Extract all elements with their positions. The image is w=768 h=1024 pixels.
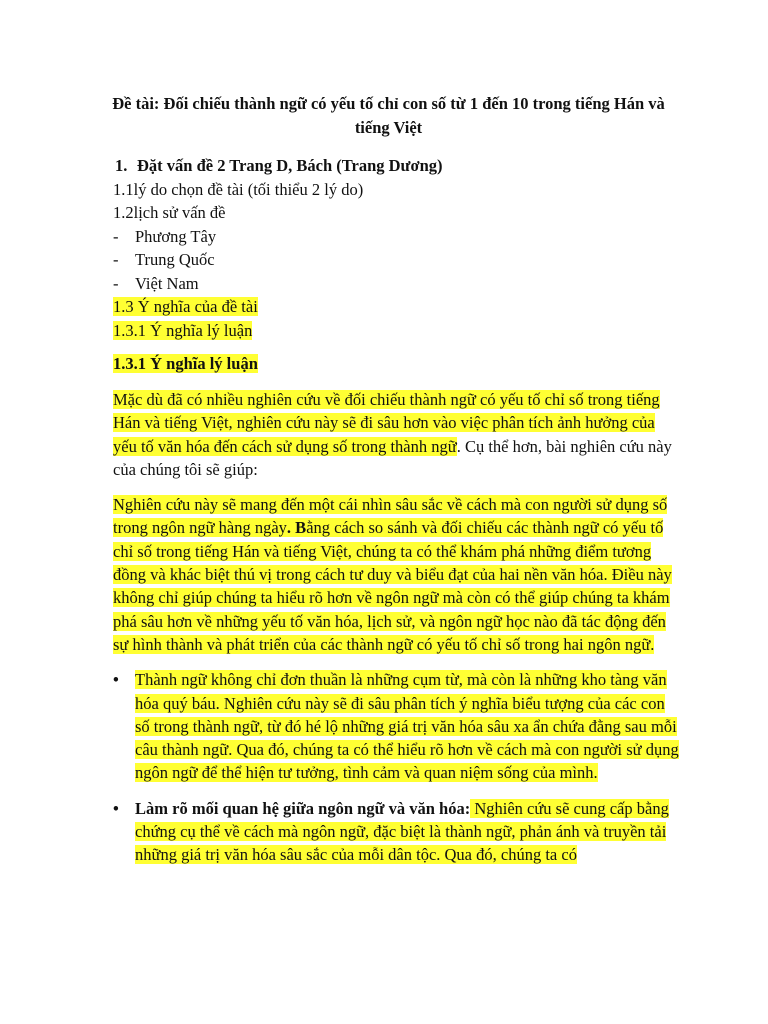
outline-1-1: 1.1lý do chọn đề tài (tối thiểu 2 lý do) [113, 179, 364, 199]
highlighted-text: Thành ngữ không chỉ đơn thuần là những cụm từ, mà còn là những kho tàng văn hóa quý báu. Nghiên cứu này sẽ đi sâu phân tích ý nghĩa biểu tượng của các con số trong thành ngữ, từ đó hé lộ những giá trị văn hóa sâu xa ẩn chứa đằng sau mỗi câu thành ngữ. Qua đó, chúng ta có thể hiểu rõ hơn về cách mà con người sử dụng ngôn ngữ để thể hiện tư tưởng, tình cảm và quan niệm sống của mình. [135, 670, 679, 783]
highlighted-text: ằng cách so sánh và đối chiếu các thành ngữ có yếu tố chỉ số trong tiếng Hán và tiếng Việt, chúng ta có thể khám phá những điểm tương đồng và khác biệt thú vị trong cách tư duy và biểu đạt của hai nền văn hóa. Điều này không chỉ giúp chúng ta hiểu rõ hơn về ngôn ngữ mà còn có thể giúp chúng ta khám phá sâu hơn về những yếu tố văn hóa, lịch sử, và ngôn ngữ học nào đã tác động đến sự hình thành và phát triển của các thành ngữ có yếu tố chỉ số trong hai ngôn ngữ. [113, 518, 672, 654]
outline-1-3-1 [113, 319, 682, 343]
plain-text: . Cụ thể hơn, bài nghiên cứu này của chúng tôi sẽ giúp: [113, 436, 672, 479]
list-item [113, 797, 682, 867]
paragraph-intro [113, 388, 682, 481]
highlighted-text: Nghiên cứu sẽ cung cấp bằng chứng cụ thể về cách mà ngôn ngữ, đặc biệt là thành ngữ, phản ánh và truyền tải những giá trị văn hóa sâu sắc của mỗi dân tộc. Qua đó, chúng ta có [135, 798, 669, 865]
dash-item-china [113, 248, 682, 272]
highlighted-text: 1.3 Ý nghĩa của đề tài [113, 297, 258, 316]
outline-1-3 [113, 295, 682, 319]
dash-item-text: Trung Quốc [135, 250, 215, 269]
outline-1-2: 1.2lịch sử vấn đề [113, 203, 226, 222]
bold-text: . B [286, 518, 307, 538]
dash-item-west [113, 225, 682, 249]
heading-1 [113, 154, 682, 178]
dash-item-text: Việt Nam [135, 273, 199, 293]
dash-marker: - [113, 273, 119, 293]
highlighted-heading: 1.3.1 Ý nghĩa lý luận [113, 354, 258, 373]
dash-marker: - [113, 250, 119, 269]
paragraph-main [113, 493, 682, 656]
list-item [113, 668, 682, 784]
dash-marker: - [113, 226, 119, 246]
highlighted-bold-text [287, 518, 306, 537]
dash-item-text: Phương Tây [135, 226, 217, 246]
heading-1-number: 1. [115, 156, 128, 175]
bold-text: Làm rõ mối quan hệ giữa ngôn ngữ và văn hóa: [135, 798, 471, 818]
document-title: Đề tài: Đối chiếu thành ngữ có yếu tố chỉ con số từ 1 đến 10 trong tiếng Hán và tiếng Việt [112, 94, 665, 137]
dash-item-vietnam [113, 272, 682, 296]
highlighted-text: 1.3.1 Ý nghĩa lý luận [113, 320, 253, 340]
highlighted-text: Nghiên cứu này sẽ mang đến một cái nhìn sâu sắc về cách mà con người sử dụng số trong ngôn ngữ hàng ngày [113, 495, 668, 538]
section-heading [113, 352, 682, 376]
bullet-icon: • [113, 670, 119, 690]
highlighted-text: Mặc dù đã có nhiều nghiên cứu về đối chiếu thành ngữ có yếu tố chỉ số trong tiếng Hán và tiếng Việt, nghiên cứu này sẽ đi sâu hơn vào việc phân tích ảnh hưởng của yếu tố văn hóa đến cách sử dụng số trong thành ngữ [113, 390, 660, 456]
heading-1-text: Đặt vấn đề 2 Trang D, Bách (Trang Dương) [137, 156, 443, 175]
bullet-icon: • [113, 798, 119, 818]
bullet-list [113, 668, 682, 866]
